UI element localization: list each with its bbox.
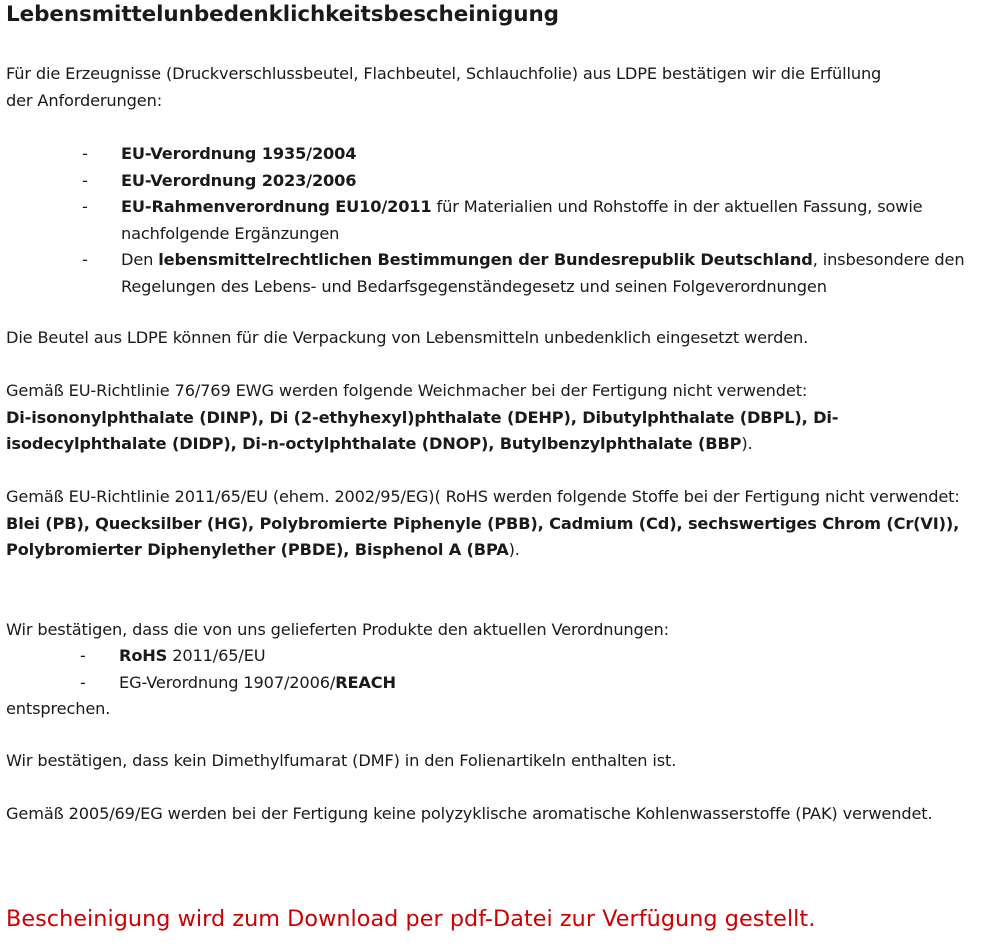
compliance-reach-label: REACH [335, 672, 396, 692]
requirement-regulation-1935: EU-Verordnung 1935/2004 [121, 144, 357, 163]
list-dash: - [82, 197, 88, 216]
pak-statement: Gemäß 2005/69/EG werden bei der Fertigung keine polyzyklische aromatische Kohlenwasserstoffe (PAK) verwendet. [6, 804, 933, 823]
rohs-intro: Gemäß EU-Richtlinie 2011/65/EU (ehem. 2002/95/EG)( RoHS werden folgende Stoffe bei der Fertigung nicht verwendet: [6, 487, 960, 506]
intro-line-1: Für die Erzeugnisse (Druckverschlussbeutel, Flachbeutel, Schlauchfolie) aus LDPE bestätigen wir die Erfüllung [6, 64, 882, 83]
compliance-reach-regulation: EG-Verordnung 1907/2006/ [119, 672, 336, 692]
requirements-list [6, 141, 981, 300]
plasticizer-paragraph [6, 378, 981, 458]
compliance-rohs-number: 2011/65/EU [167, 646, 266, 665]
plasticizer-list [6, 405, 981, 458]
requirement-item-4 [6, 247, 981, 300]
intro-paragraph [6, 61, 981, 114]
requirement-framework-text: für Materialien und Rohstoffe in der aktuellen Fassung, sowie nachfolgende Ergänzungen [121, 197, 923, 243]
compliance-outro: entsprechen. [6, 699, 111, 718]
requirement-framework-regulation: EU-Rahmenverordnung EU10/2011 [121, 197, 432, 216]
rohs-list-end: ). [508, 540, 520, 559]
compliance-intro: Wir bestätigen, dass die von uns gelieferten Produkte den aktuellen Verordnungen: [6, 620, 669, 639]
requirement-regulation-2023: EU-Verordnung 2023/2006 [121, 170, 357, 190]
plasticizer-intro: Gemäß EU-Richtlinie 76/769 EWG werden folgende Weichmacher bei der Fertigung nicht verwendet: [6, 381, 808, 400]
requirement-german-law: lebensmittelrechtlichen Bestimmungen der Bundesrepublik Deutschland [158, 250, 813, 269]
list-dash: - [82, 144, 88, 163]
requirement-item-1 [6, 141, 981, 168]
intro-line-2: der Anforderungen: [6, 90, 162, 110]
plasticizer-substances: Di-isononylphthalate (DINP), Di (2-ethyhexyl)phthalate (DEHP), Dibutylphthalate (DBPL), Di-isodecylphthalate (DIDP), Di-n-octylphthalate (DNOP), Butylbenzylphthalate (BBP [6, 407, 839, 453]
ldpe-statement: Die Beutel aus LDPE können für die Verpackung von Lebensmitteln unbedenklich eingesetzt werden. [6, 328, 809, 347]
list-dash: - [80, 646, 86, 665]
requirement-item-2 [6, 168, 981, 195]
rohs-list [6, 511, 981, 564]
dmf-statement: Wir bestätigen, dass kein Dimethylfumarat (DMF) in den Folienartikeln enthalten ist. [6, 751, 677, 770]
compliance-list [6, 643, 981, 696]
list-dash: - [82, 250, 88, 269]
list-dash: - [80, 672, 86, 692]
compliance-item-reach [6, 670, 981, 697]
requirement-german-prefix: Den [121, 250, 159, 269]
list-dash: - [82, 170, 88, 190]
document-title: Lebensmittelunbedenklichkeitsbescheinigung [6, 2, 559, 27]
rohs-substances: Blei (PB), Quecksilber (HG), Polybromierte Piphenyle (PBB), Cadmium (Cd), sechswertiges Chrom (Cr(VI)), Polybromierter Diphenylether (PBDE), Bisphenol A (BPA [6, 513, 960, 559]
download-note: Bescheinigung wird zum Download per pdf-Datei zur Verfügung gestellt. [6, 906, 816, 932]
compliance-rohs-label: RoHS [119, 646, 168, 665]
requirement-german-text: , insbesondere den Regelungen des Lebens- und Bedarfsgegenständegesetz und seinen Folgeverordnungen [121, 250, 965, 296]
plasticizer-list-end: ). [741, 434, 753, 453]
rohs-paragraph [6, 484, 981, 564]
requirement-item-3 [6, 194, 981, 247]
compliance-item-rohs [6, 643, 981, 670]
